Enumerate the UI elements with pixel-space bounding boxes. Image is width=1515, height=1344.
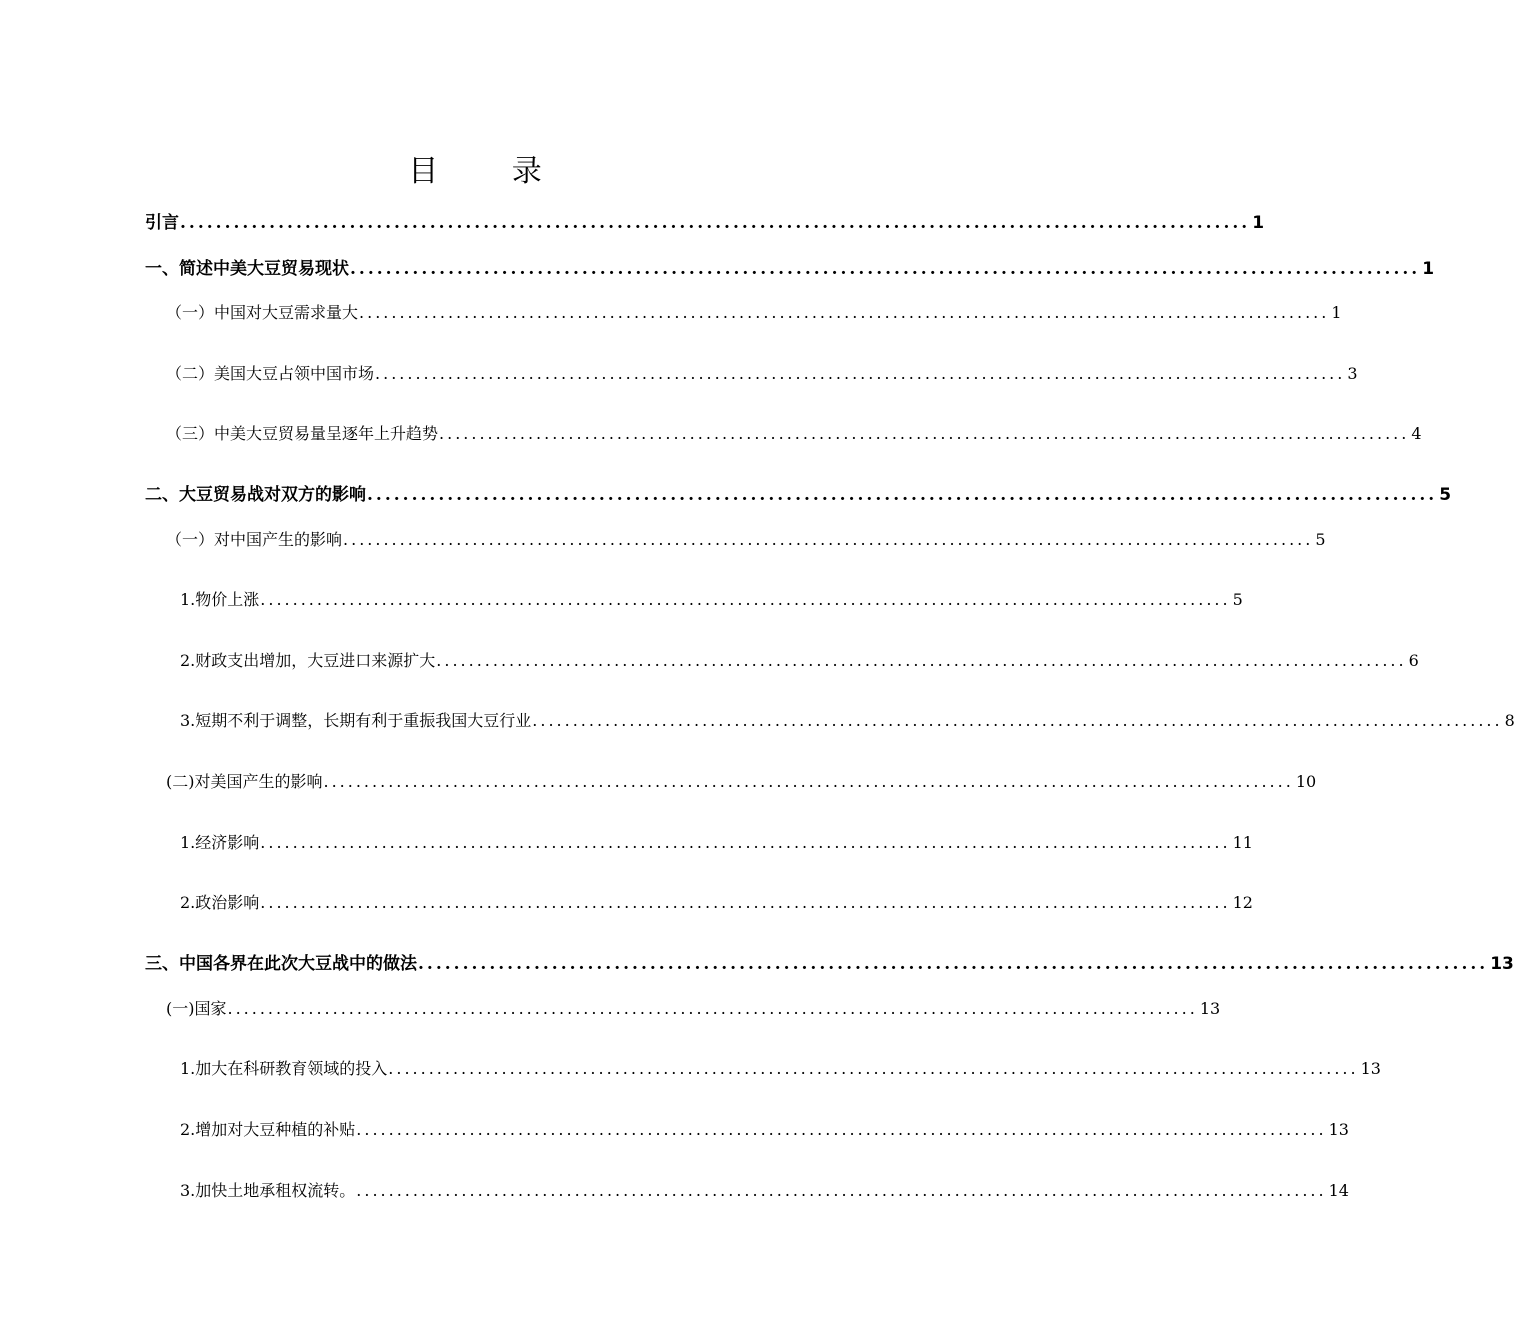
toc-entry-label: 1.经济影响 — [180, 833, 260, 852]
toc-entry-section-3-1[interactable] — [166, 996, 1221, 1022]
toc-entry-label: 一、简述中美大豆贸易现状 — [145, 259, 349, 279]
toc-entry-intro[interactable] — [145, 210, 1265, 236]
toc-leader-dots: ........................................................................................................................ — [359, 303, 1330, 322]
toc-entry-page: 5 — [1439, 485, 1452, 505]
toc-leader-dots: ........................................................................................................................ — [260, 590, 1231, 609]
toc-entry-label: 引言 — [145, 213, 179, 233]
toc-entry-label: 1.加大在科研教育领域的投入 — [180, 1059, 388, 1078]
toc-entry-label: (二)对美国产生的影响 — [166, 772, 323, 791]
toc-leader-dots: ........................................................................................................................ — [436, 651, 1407, 670]
toc-entry-label: （一）中国对大豆需求量大 — [166, 303, 359, 322]
toc-entry-section-2-2[interactable] — [166, 769, 1317, 795]
toc-entry-page: 5 — [1232, 590, 1243, 609]
toc-entry-section-2-1-1[interactable] — [180, 587, 1243, 613]
toc-entry-page: 6 — [1408, 651, 1419, 670]
toc-entry-page: 3 — [1347, 364, 1358, 383]
toc-entry-section-2-2-2[interactable] — [180, 890, 1253, 916]
toc-entry-page: 13 — [1490, 954, 1514, 974]
toc-entry-page: 13 — [1328, 1120, 1349, 1139]
toc-entry-section-3-1-3[interactable] — [180, 1178, 1349, 1204]
toc-entry-page: 13 — [1360, 1059, 1381, 1078]
toc-leader-dots: ........................................................................................................................ — [356, 1181, 1327, 1200]
toc-entry-section-3-1-2[interactable] — [180, 1117, 1349, 1143]
toc-entry-label: （一）对中国产生的影响 — [166, 530, 343, 549]
toc-entry-page: 1 — [1422, 259, 1435, 279]
toc-entry-section-2-1-2[interactable] — [180, 648, 1419, 674]
toc-entry-page: 1 — [1331, 303, 1342, 322]
toc-entry-page: 4 — [1411, 424, 1422, 443]
toc-entry-section-2-1[interactable] — [166, 527, 1326, 553]
toc-leader-dots: ........................................................................................................................ — [323, 772, 1294, 791]
toc-leader-dots: ........................................................................................................................ — [388, 1059, 1359, 1078]
toc-leader-dots: ........................................................................................................................ — [418, 954, 1489, 974]
toc-entry-label: （二）美国大豆占领中国市场 — [166, 364, 375, 383]
toc-entry-section-2-1-3[interactable] — [180, 708, 1515, 734]
toc-entry-label: 2.政治影响 — [180, 893, 260, 912]
page-title: 目 录 — [408, 154, 574, 189]
toc-entry-section-3[interactable] — [145, 951, 1514, 977]
toc-entry-page: 13 — [1199, 999, 1221, 1018]
toc-leader-dots: ........................................................................................................................ — [343, 530, 1314, 549]
toc-entry-section-1[interactable] — [145, 256, 1435, 282]
toc-leader-dots: ........................................................................................................................ — [375, 364, 1346, 383]
toc-entry-section-2[interactable] — [145, 482, 1452, 508]
toc-entry-page: 5 — [1315, 530, 1326, 549]
toc-leader-dots: ........................................................................................................................ — [180, 213, 1251, 233]
toc-entry-page: 10 — [1295, 772, 1317, 791]
toc-entry-section-2-2-1[interactable] — [180, 830, 1253, 856]
toc-entry-page: 8 — [1504, 711, 1515, 730]
toc-leader-dots: ........................................................................................................................ — [532, 711, 1503, 730]
toc-leader-dots: ........................................................................................................................ — [260, 893, 1231, 912]
toc-entry-label: 3.短期不利于调整，长期有利于重振我国大豆行业 — [180, 711, 532, 730]
toc-entry-label: 3.加快土地承租权流转。 — [180, 1181, 356, 1200]
toc-leader-dots: ........................................................................................................................ — [367, 485, 1438, 505]
toc-entry-label: 三、中国各界在此次大豆战中的做法 — [145, 954, 417, 974]
toc-entry-section-1-3[interactable] — [166, 421, 1422, 447]
toc-entry-label: 2.财政支出增加，大豆进口来源扩大 — [180, 651, 436, 670]
toc-leader-dots: ........................................................................................................................ — [260, 833, 1231, 852]
toc-leader-dots: ........................................................................................................................ — [350, 259, 1421, 279]
toc-entry-section-3-1-1[interactable] — [180, 1056, 1381, 1082]
toc-entry-label: 2.增加对大豆种植的补贴 — [180, 1120, 356, 1139]
toc-entry-section-1-1[interactable] — [166, 300, 1342, 326]
toc-leader-dots: ........................................................................................................................ — [356, 1120, 1327, 1139]
toc-entry-section-1-2[interactable] — [166, 361, 1358, 387]
toc-entry-page: 11 — [1232, 833, 1253, 852]
toc-entry-label: (一)国家 — [166, 999, 227, 1018]
toc-leader-dots: ........................................................................................................................ — [227, 999, 1198, 1018]
toc-entry-page: 1 — [1252, 213, 1265, 233]
toc-entry-page: 12 — [1232, 893, 1253, 912]
toc-entry-label: 二、大豆贸易战对双方的影响 — [145, 485, 366, 505]
toc-entry-label: 1.物价上涨 — [180, 590, 260, 609]
toc-entry-page: 14 — [1328, 1181, 1349, 1200]
toc-leader-dots: ........................................................................................................................ — [439, 424, 1410, 443]
toc-entry-label: （三）中美大豆贸易量呈逐年上升趋势 — [166, 424, 439, 443]
